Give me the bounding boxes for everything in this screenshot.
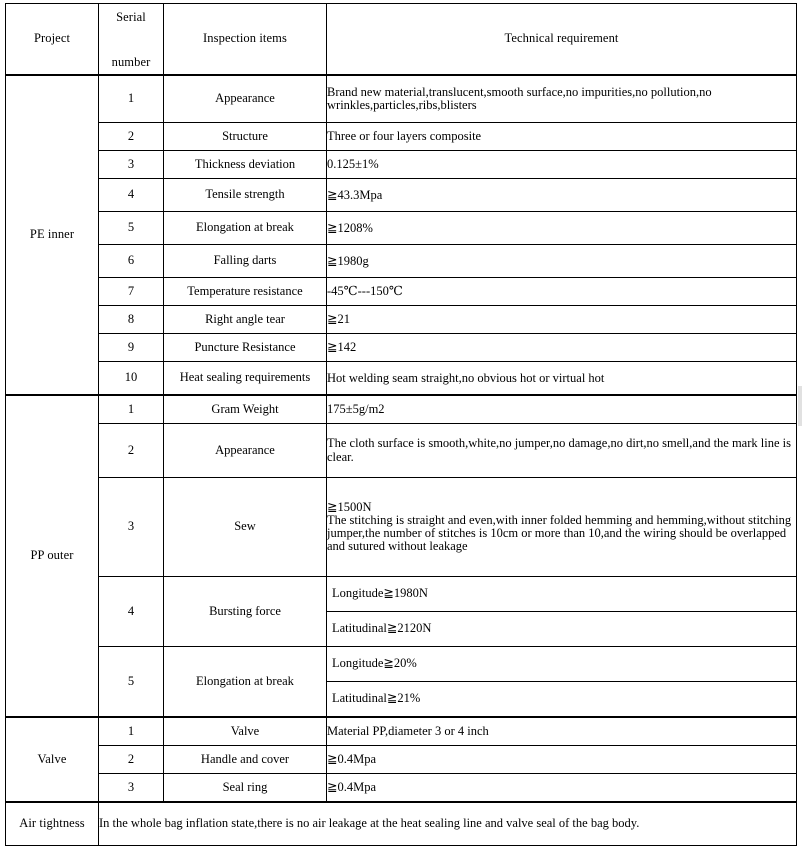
technical-requirement-split bbox=[327, 647, 797, 718]
technical-requirement: 0.125±1% bbox=[327, 151, 797, 179]
inspection-item: Puncture Resistance bbox=[164, 334, 327, 362]
serial-number: 8 bbox=[99, 306, 164, 334]
table-row bbox=[6, 212, 797, 245]
table-row bbox=[6, 306, 797, 334]
table-row bbox=[6, 123, 797, 151]
inspection-item: Appearance bbox=[164, 75, 327, 123]
serial-number: 2 bbox=[99, 746, 164, 774]
air-tightness-requirement: In the whole bag inflation state,there is no air leakage at the heat sealing line and valve seal of the bag body. bbox=[99, 802, 797, 846]
technical-requirement: ≧21 bbox=[327, 306, 797, 334]
table-row bbox=[6, 179, 797, 212]
group-label-air-tightness: Air tightness bbox=[6, 802, 99, 846]
serial-number: 6 bbox=[99, 245, 164, 278]
inspection-specification-table bbox=[5, 3, 797, 846]
technical-requirement: ≧0.4Mpa bbox=[327, 746, 797, 774]
serial-number: 1 bbox=[99, 395, 164, 424]
technical-requirement: Material PP,diameter 3 or 4 inch bbox=[327, 717, 797, 746]
inspection-item: Seal ring bbox=[164, 774, 327, 803]
sub-requirement-row bbox=[327, 612, 796, 647]
inspection-item: Appearance bbox=[164, 424, 327, 478]
header-cell-technical-requirement: Technical requirement bbox=[327, 4, 797, 76]
inspection-item: Gram Weight bbox=[164, 395, 327, 424]
header-cell-project: Project bbox=[6, 4, 99, 76]
technical-requirement: ≧1980g bbox=[327, 245, 797, 278]
technical-requirement: Hot welding seam straight,no obvious hot or virtual hot bbox=[327, 362, 797, 396]
table-row bbox=[6, 746, 797, 774]
serial-number: 3 bbox=[99, 478, 164, 577]
sub-requirement-row bbox=[327, 647, 796, 682]
serial-number: 2 bbox=[99, 123, 164, 151]
table-row bbox=[6, 362, 797, 396]
table-row bbox=[6, 151, 797, 179]
serial-number: 5 bbox=[99, 212, 164, 245]
inspection-item: Falling darts bbox=[164, 245, 327, 278]
inspection-item: Handle and cover bbox=[164, 746, 327, 774]
technical-requirement: ≧142 bbox=[327, 334, 797, 362]
serial-number: 2 bbox=[99, 424, 164, 478]
sub-requirement-row bbox=[327, 577, 796, 612]
serial-number: 9 bbox=[99, 334, 164, 362]
table-header-row bbox=[6, 4, 797, 76]
table-row bbox=[6, 647, 797, 718]
inspection-item: Valve bbox=[164, 717, 327, 746]
technical-requirement: ≧43.3Mpa bbox=[327, 179, 797, 212]
sub-requirement-table bbox=[327, 647, 796, 716]
inspection-item: Elongation at break bbox=[164, 647, 327, 718]
header-serial-line2: number bbox=[111, 54, 151, 69]
serial-number: 3 bbox=[99, 151, 164, 179]
technical-requirement: Three or four layers composite bbox=[327, 123, 797, 151]
table-row bbox=[6, 774, 797, 803]
scroll-indicator-artifact bbox=[798, 386, 802, 426]
sub-requirement-latitudinal: Latitudinal≧21% bbox=[332, 691, 421, 706]
group-label-valve: Valve bbox=[6, 717, 99, 802]
inspection-item: Temperature resistance bbox=[164, 278, 327, 306]
sub-requirement-table bbox=[327, 577, 796, 646]
inspection-item: Thickness deviation bbox=[164, 151, 327, 179]
group-label-pp-outer: PP outer bbox=[6, 395, 99, 717]
table-row bbox=[6, 424, 797, 478]
serial-number: 4 bbox=[99, 179, 164, 212]
sub-requirement-longitude: Longitude≧20% bbox=[327, 647, 796, 682]
inspection-item: Heat sealing requirements bbox=[164, 362, 327, 396]
inspection-item: Tensile strength bbox=[164, 179, 327, 212]
serial-number: 5 bbox=[99, 647, 164, 718]
header-cell-inspection-items: Inspection items bbox=[164, 4, 327, 76]
serial-number: 1 bbox=[99, 717, 164, 746]
serial-number: 10 bbox=[99, 362, 164, 396]
header-cell-serial-number bbox=[99, 4, 164, 76]
table-row bbox=[6, 334, 797, 362]
technical-requirement: -45℃---150℃ bbox=[327, 278, 797, 306]
technical-requirement: ≧1208% bbox=[327, 212, 797, 245]
inspection-item: Bursting force bbox=[164, 577, 327, 647]
serial-number: 1 bbox=[99, 75, 164, 123]
sub-requirement-row bbox=[327, 682, 796, 717]
table-row bbox=[6, 395, 797, 424]
inspection-item: Sew bbox=[164, 478, 327, 577]
document-page bbox=[0, 3, 803, 831]
technical-requirement-line-1: ≧1500N bbox=[327, 499, 372, 514]
technical-requirement bbox=[327, 478, 797, 577]
sub-requirement-latitudinal: Latitudinal≧2120N bbox=[332, 621, 432, 636]
technical-requirement-line-2: The stitching is straight and even,with inner folded hemming and hemming,without stitching jumper,the number of stitches is 10cm or more than 10,and the wiring should be overlapped and sutured without leakage bbox=[327, 512, 792, 554]
inspection-item: Right angle tear bbox=[164, 306, 327, 334]
group-label-pe-inner: PE inner bbox=[6, 75, 99, 395]
sub-requirement-longitude: Longitude≧1980N bbox=[327, 577, 796, 612]
technical-requirement: 175±5g/m2 bbox=[327, 395, 797, 424]
technical-requirement-split bbox=[327, 577, 797, 647]
technical-requirement: ≧0.4Mpa bbox=[327, 774, 797, 803]
table-row bbox=[6, 245, 797, 278]
serial-number: 3 bbox=[99, 774, 164, 803]
technical-requirement: The cloth surface is smooth,white,no jumper,no damage,no dirt,no smell,and the mark line is clear. bbox=[327, 424, 797, 478]
serial-number: 4 bbox=[99, 577, 164, 647]
table-row bbox=[6, 478, 797, 577]
technical-requirement: Brand new material,translucent,smooth surface,no impurities,no pollution,no wrinkles,particles,ribs,blisters bbox=[327, 75, 797, 123]
table-row bbox=[6, 75, 797, 123]
inspection-item: Structure bbox=[164, 123, 327, 151]
header-serial-line1: Serial bbox=[116, 10, 146, 24]
table-row bbox=[6, 717, 797, 746]
table-row bbox=[6, 577, 797, 647]
inspection-item: Elongation at break bbox=[164, 212, 327, 245]
serial-number: 7 bbox=[99, 278, 164, 306]
table-row bbox=[6, 278, 797, 306]
